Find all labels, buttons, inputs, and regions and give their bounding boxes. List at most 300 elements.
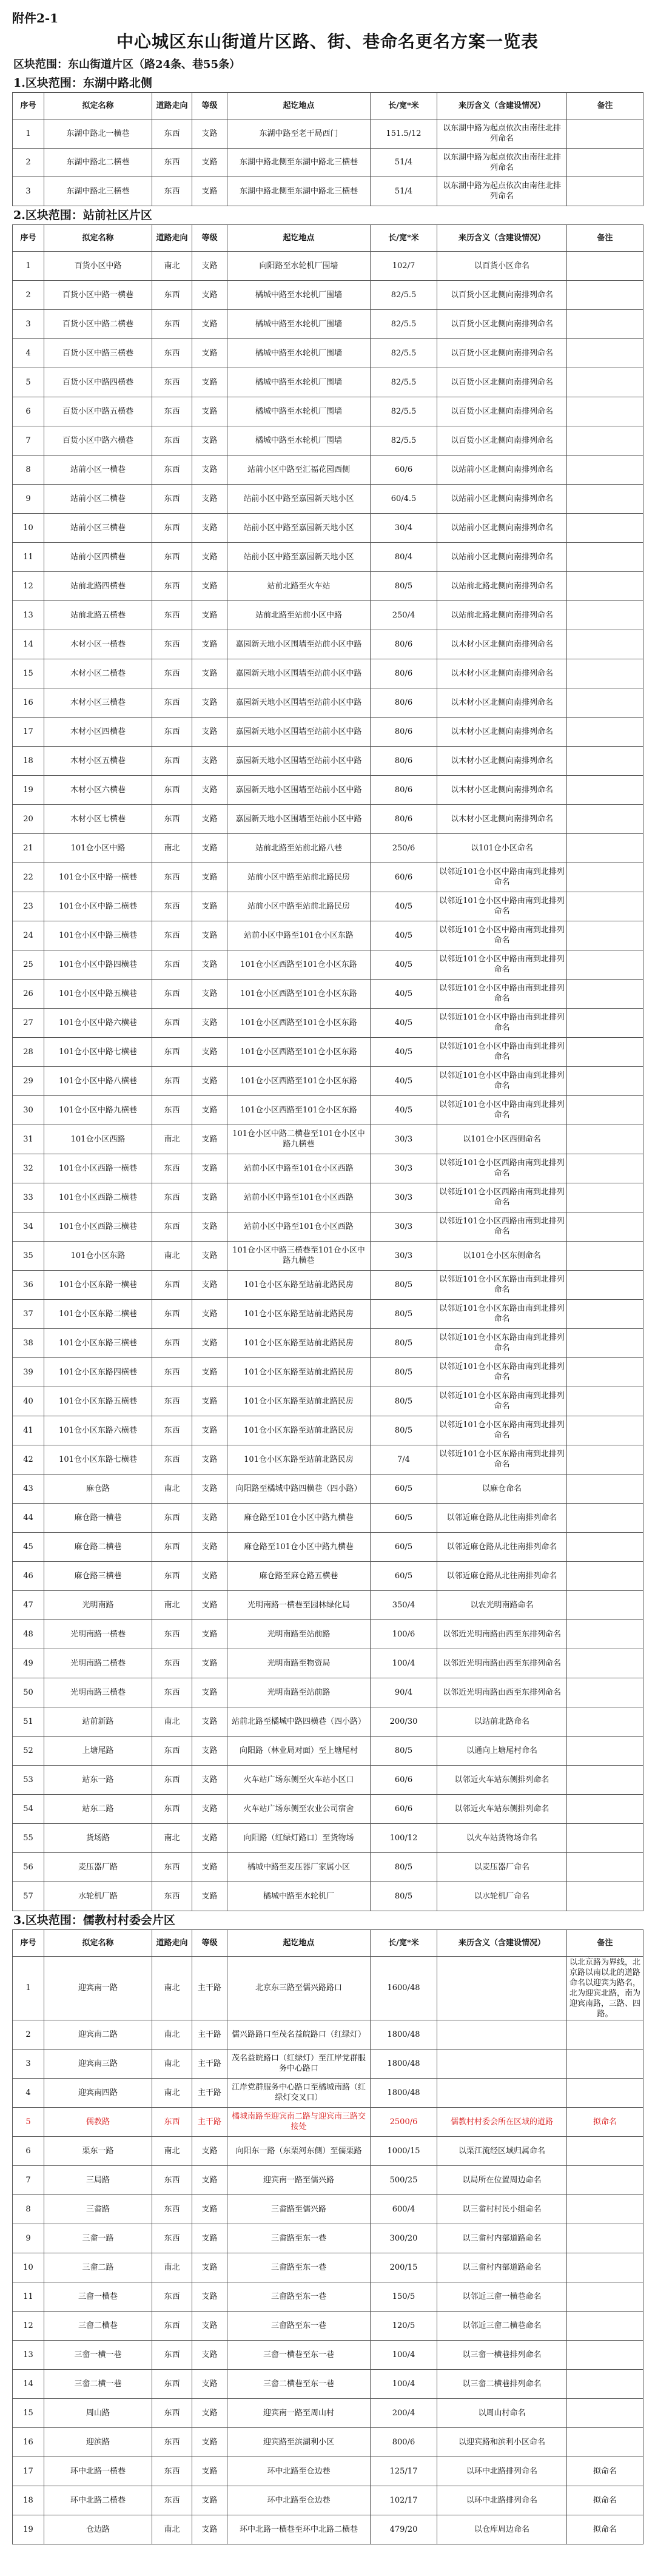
- cell-col-level: 支路: [192, 979, 227, 1008]
- cell-col-remark: [567, 177, 643, 206]
- cell-col-range: 东湖中路至老干局西门: [227, 119, 371, 149]
- table-header-row: [13, 1929, 643, 1956]
- cell-col-direction: 南北: [152, 833, 192, 863]
- table-row: [13, 1387, 643, 1416]
- cell-col-remark: [567, 1736, 643, 1765]
- cell-col-meaning: 以101仓小区命名: [437, 833, 567, 863]
- cell-col-direction: 东西: [152, 1619, 192, 1649]
- cell-col-level: 支路: [192, 2369, 227, 2398]
- cell-col-index: 35: [13, 1241, 44, 1270]
- cell-col-direction: 东西: [152, 950, 192, 979]
- table-row: [13, 1066, 643, 1095]
- cell-col-level: 支路: [192, 571, 227, 600]
- cell-col-range: 光明南路至站前路: [227, 1619, 371, 1649]
- cell-col-range: 麻仓路至麻仓路五横巷: [227, 1561, 371, 1590]
- cell-col-level: 支路: [192, 1357, 227, 1387]
- cell-col-meaning: 以木材小区北侧向南排列命名: [437, 717, 567, 746]
- cell-col-remark: [567, 1183, 643, 1212]
- cell-col-direction: 东西: [152, 630, 192, 659]
- cell-col-meaning: 以百货小区北侧向南排列命名: [437, 280, 567, 309]
- cell-col-size: 1800/48: [371, 2078, 437, 2107]
- table-row: [13, 1678, 643, 1707]
- cell-col-meaning: 以木材小区北侧向南排列命名: [437, 746, 567, 775]
- table-row: [13, 455, 643, 484]
- cell-col-level: 支路: [192, 1503, 227, 1532]
- cell-col-size: 82/5.5: [371, 397, 437, 426]
- cell-col-remark: 拟命名: [567, 2486, 643, 2515]
- cell-col-meaning: 以邻近101仓小区东路由南到北排列命名: [437, 1299, 567, 1328]
- cell-col-level: 主干路: [192, 2020, 227, 2049]
- cell-col-range: 站前小区中路至汇福花园西侧: [227, 455, 371, 484]
- table-row: [13, 484, 643, 513]
- cell-col-level: 支路: [192, 251, 227, 280]
- cell-col-size: 60/6: [371, 863, 437, 892]
- section-heading-2: 2.区块范围：站前社区片区: [13, 208, 152, 222]
- cell-col-level: 主干路: [192, 2107, 227, 2136]
- cell-col-level: 支路: [192, 1299, 227, 1328]
- cell-col-name: 麻仓路二横巷: [44, 1532, 152, 1561]
- cell-col-range: 101仓小区东路至站前北路民房: [227, 1357, 371, 1387]
- cell-col-remark: [567, 2020, 643, 2049]
- cell-col-range: 嘉园新天地小区围墙至站前小区中路: [227, 775, 371, 804]
- table-row: [13, 368, 643, 397]
- cell-col-size: 80/6: [371, 746, 437, 775]
- cell-col-meaning: 以邻近101仓小区中路由南到北排列命名: [437, 1008, 567, 1037]
- cell-col-index: 2: [13, 2020, 44, 2049]
- header-col-direction: 道路走向: [152, 1929, 192, 1956]
- table-row: [13, 2282, 643, 2311]
- cell-col-name: 迎宾南四路: [44, 2078, 152, 2107]
- cell-col-direction: 东西: [152, 1765, 192, 1794]
- table-row: [13, 2020, 643, 2049]
- cell-col-level: 支路: [192, 1008, 227, 1037]
- cell-col-size: 151.5/12: [371, 119, 437, 149]
- cell-col-level: 支路: [192, 2427, 227, 2457]
- table-row: [13, 426, 643, 455]
- table-row: [13, 2194, 643, 2224]
- cell-col-name: 101仓小区中路六横巷: [44, 1008, 152, 1037]
- cell-col-meaning: 以邻近101仓小区中路由南到北排列命名: [437, 1037, 567, 1066]
- cell-col-index: 44: [13, 1503, 44, 1532]
- cell-col-range: 橘城南路至迎宾南二路与迎宾南三路交接处: [227, 2107, 371, 2136]
- cell-col-remark: [567, 542, 643, 571]
- cell-col-name: 101仓小区中路三横巷: [44, 921, 152, 950]
- cell-col-level: 支路: [192, 2515, 227, 2544]
- table-row: [13, 2311, 643, 2340]
- cell-col-remark: [567, 1445, 643, 1474]
- cell-col-name: 101仓小区东路五横巷: [44, 1387, 152, 1416]
- cell-col-size: 80/6: [371, 717, 437, 746]
- cell-col-index: 2: [13, 148, 44, 177]
- table-row: [13, 2049, 643, 2078]
- cell-col-meaning: 以木材小区北侧向南排列命名: [437, 630, 567, 659]
- table-row: [13, 2398, 643, 2427]
- cell-col-range: 站前北路至火车站: [227, 571, 371, 600]
- cell-col-remark: [567, 717, 643, 746]
- cell-col-meaning: 以三畲二横巷排列命名: [437, 2369, 567, 2398]
- cell-col-name: 东湖中路北三横巷: [44, 177, 152, 206]
- cell-col-name: 儒教路: [44, 2107, 152, 2136]
- cell-col-meaning: 以通向上塘尾村命名: [437, 1736, 567, 1765]
- cell-col-level: 支路: [192, 1736, 227, 1765]
- header-col-direction: 道路走向: [152, 224, 192, 251]
- cell-col-size: 80/5: [371, 1387, 437, 1416]
- cell-col-meaning: 以邻近101仓小区东路由南到北排列命名: [437, 1357, 567, 1387]
- cell-col-index: 43: [13, 1474, 44, 1503]
- cell-col-name: 101仓小区中路一横巷: [44, 863, 152, 892]
- cell-col-name: 站前小区一横巷: [44, 455, 152, 484]
- cell-col-meaning: [437, 2020, 567, 2049]
- cell-col-remark: [567, 2049, 643, 2078]
- cell-col-direction: 东西: [152, 484, 192, 513]
- cell-col-range: 向阳东一路（东栗河东侧）至儒栗路: [227, 2136, 371, 2165]
- cell-col-range: 101仓小区中路二横巷至101仓小区中路九横巷: [227, 1125, 371, 1154]
- header-col-level: 等级: [192, 93, 227, 119]
- cell-col-size: 60/6: [371, 1765, 437, 1794]
- cell-col-direction: 东西: [152, 1794, 192, 1823]
- table-header-row: [13, 224, 643, 251]
- cell-col-range: 三畲路至儒兴路: [227, 2194, 371, 2224]
- header-col-range: 起讫地点: [227, 93, 371, 119]
- cell-col-size: 60/4.5: [371, 484, 437, 513]
- cell-col-size: 100/6: [371, 1619, 437, 1649]
- cell-col-name: 101仓小区中路七横巷: [44, 1037, 152, 1066]
- cell-col-size: 82/5.5: [371, 426, 437, 455]
- cell-col-size: 60/6: [371, 455, 437, 484]
- table-row: [13, 1882, 643, 1911]
- cell-col-remark: [567, 1561, 643, 1590]
- cell-col-remark: 拟命名: [567, 2515, 643, 2544]
- section-table-1: [12, 92, 643, 206]
- table-row: [13, 119, 643, 149]
- cell-col-size: 350/4: [371, 1590, 437, 1619]
- cell-col-direction: 东西: [152, 1095, 192, 1125]
- cell-col-direction: 南北: [152, 2253, 192, 2282]
- cell-col-direction: 南北: [152, 2136, 192, 2165]
- cell-col-range: 迎宾南一路至周山村: [227, 2398, 371, 2427]
- cell-col-range: 101仓小区东路至站前北路民房: [227, 1445, 371, 1474]
- cell-col-range: 光明南路一横巷至园林绿化局: [227, 1590, 371, 1619]
- cell-col-level: 支路: [192, 746, 227, 775]
- cell-col-meaning: 以邻近麻仓路从北往南排列命名: [437, 1503, 567, 1532]
- cell-col-level: 支路: [192, 630, 227, 659]
- cell-col-meaning: 以邻近光明南路由西至东排列命名: [437, 1649, 567, 1678]
- table-row: [13, 775, 643, 804]
- cell-col-direction: 东西: [152, 1212, 192, 1241]
- table-row: [13, 1008, 643, 1037]
- cell-col-direction: 南北: [152, 2020, 192, 2049]
- cell-col-meaning: 以邻近101仓小区中路由南到北排列命名: [437, 921, 567, 950]
- cell-col-remark: [567, 921, 643, 950]
- cell-col-level: 支路: [192, 484, 227, 513]
- table-row: [13, 892, 643, 921]
- cell-col-remark: [567, 600, 643, 630]
- cell-col-level: 支路: [192, 148, 227, 177]
- cell-col-level: 支路: [192, 1707, 227, 1736]
- cell-col-range: 站前小区中路至101仓小区西路: [227, 1212, 371, 1241]
- section-heading-3: 3.区块范围：儒教村村委会片区: [13, 1913, 175, 1927]
- cell-col-direction: 东西: [152, 1532, 192, 1561]
- cell-col-size: 80/5: [371, 1270, 437, 1299]
- cell-col-level: 支路: [192, 1387, 227, 1416]
- cell-col-size: 80/5: [371, 1357, 437, 1387]
- cell-col-level: 支路: [192, 338, 227, 368]
- cell-col-name: 麻仓路三横巷: [44, 1561, 152, 1590]
- cell-col-size: 30/3: [371, 1241, 437, 1270]
- cell-col-direction: 南北: [152, 2515, 192, 2544]
- cell-col-remark: [567, 1270, 643, 1299]
- cell-col-size: 80/4: [371, 542, 437, 571]
- header-col-name: 拟定名称: [44, 224, 152, 251]
- cell-col-size: 80/6: [371, 775, 437, 804]
- cell-col-size: 60/5: [371, 1503, 437, 1532]
- cell-col-index: 31: [13, 1125, 44, 1154]
- cell-col-direction: 东西: [152, 2398, 192, 2427]
- cell-col-size: 40/5: [371, 1008, 437, 1037]
- cell-col-remark: [567, 979, 643, 1008]
- cell-col-direction: 东西: [152, 542, 192, 571]
- table-row: [13, 1416, 643, 1445]
- cell-col-direction: 东西: [152, 2165, 192, 2194]
- cell-col-index: 19: [13, 2515, 44, 2544]
- cell-col-level: 支路: [192, 1678, 227, 1707]
- cell-col-range: 光明南路至站前路: [227, 1678, 371, 1707]
- cell-col-range: 站前小区中路至101仓小区西路: [227, 1154, 371, 1183]
- cell-col-level: 支路: [192, 804, 227, 833]
- cell-col-level: 支路: [192, 1619, 227, 1649]
- table-row: [13, 280, 643, 309]
- cell-col-range: 迎宾南一路至儒兴路: [227, 2165, 371, 2194]
- cell-col-index: 54: [13, 1794, 44, 1823]
- cell-col-size: 80/5: [371, 1328, 437, 1357]
- cell-col-level: 支路: [192, 455, 227, 484]
- cell-col-meaning: [437, 2078, 567, 2107]
- cell-col-meaning: 以站前小区北侧向南排列命名: [437, 513, 567, 542]
- cell-col-meaning: 以站前北路北侧向南排列命名: [437, 571, 567, 600]
- cell-col-level: 支路: [192, 1532, 227, 1561]
- table-row: [13, 2340, 643, 2369]
- cell-col-remark: [567, 309, 643, 338]
- cell-col-index: 53: [13, 1765, 44, 1794]
- cell-col-meaning: 以栗江流经区域归属命名: [437, 2136, 567, 2165]
- cell-col-direction: 东西: [152, 1066, 192, 1095]
- cell-col-level: 支路: [192, 2282, 227, 2311]
- cell-col-level: 支路: [192, 659, 227, 688]
- cell-col-size: 100/4: [371, 2340, 437, 2369]
- table-row: [13, 1328, 643, 1357]
- cell-col-name: 101仓小区中路: [44, 833, 152, 863]
- cell-col-meaning: 以邻近101仓小区中路由南到北排列命名: [437, 863, 567, 892]
- cell-col-index: 21: [13, 833, 44, 863]
- cell-col-direction: 东西: [152, 2369, 192, 2398]
- cell-col-meaning: 以站前小区北侧向南排列命名: [437, 455, 567, 484]
- cell-col-remark: [567, 2398, 643, 2427]
- header-col-index: 序号: [13, 224, 44, 251]
- cell-col-remark: [567, 1299, 643, 1328]
- cell-col-meaning: 以邻近101仓小区西路由南到北排列命名: [437, 1183, 567, 1212]
- cell-col-index: 32: [13, 1154, 44, 1183]
- cell-col-meaning: 以站前小区北侧向南排列命名: [437, 484, 567, 513]
- cell-col-level: 支路: [192, 1445, 227, 1474]
- cell-col-level: 支路: [192, 2311, 227, 2340]
- cell-col-meaning: 以邻近麻仓路从北往南排列命名: [437, 1561, 567, 1590]
- cell-col-size: 30/3: [371, 1183, 437, 1212]
- cell-col-index: 8: [13, 455, 44, 484]
- cell-col-index: 11: [13, 2282, 44, 2311]
- table-row: [13, 1823, 643, 1852]
- cell-col-index: 1: [13, 1956, 44, 2020]
- header-col-meaning: 来历含义（含建设情况）: [437, 224, 567, 251]
- district-scope: 区块范围：东山街道片区（路24条、巷55条）: [13, 58, 241, 71]
- cell-col-size: 80/5: [371, 571, 437, 600]
- cell-col-index: 36: [13, 1270, 44, 1299]
- table-row: [13, 804, 643, 833]
- cell-col-level: 支路: [192, 1794, 227, 1823]
- cell-col-level: 支路: [192, 863, 227, 892]
- cell-col-direction: 东西: [152, 280, 192, 309]
- cell-col-range: 站前北路至橘城中路四横巷（四小路）: [227, 1707, 371, 1736]
- table-row: [13, 397, 643, 426]
- cell-col-size: 90/4: [371, 1678, 437, 1707]
- cell-col-name: 仓边路: [44, 2515, 152, 2544]
- cell-col-index: 15: [13, 659, 44, 688]
- cell-col-range: 101仓小区西路至101仓小区东路: [227, 1095, 371, 1125]
- cell-col-remark: [567, 2253, 643, 2282]
- cell-col-range: 橘城中路至水轮机厂: [227, 1882, 371, 1911]
- cell-col-index: 52: [13, 1736, 44, 1765]
- cell-col-meaning: 以邻近101仓小区中路由南到北排列命名: [437, 1066, 567, 1095]
- cell-col-index: 10: [13, 2253, 44, 2282]
- cell-col-direction: 东西: [152, 1678, 192, 1707]
- cell-col-size: 82/5.5: [371, 309, 437, 338]
- cell-col-name: 三畲二横一巷: [44, 2369, 152, 2398]
- cell-col-direction: 南北: [152, 1707, 192, 1736]
- cell-col-name: 站东一路: [44, 1765, 152, 1794]
- cell-col-meaning: 以木材小区北侧向南排列命名: [437, 659, 567, 688]
- cell-col-index: 41: [13, 1416, 44, 1445]
- cell-col-remark: [567, 1794, 643, 1823]
- cell-col-direction: 东西: [152, 2311, 192, 2340]
- cell-col-name: 站前小区二横巷: [44, 484, 152, 513]
- cell-col-meaning: 以邻近光明南路由西至东排列命名: [437, 1678, 567, 1707]
- cell-col-size: 82/5.5: [371, 280, 437, 309]
- cell-col-level: 支路: [192, 2194, 227, 2224]
- cell-col-remark: [567, 426, 643, 455]
- cell-col-name: 光明南路: [44, 1590, 152, 1619]
- cell-col-name: 101仓小区东路六横巷: [44, 1416, 152, 1445]
- cell-col-name: 101仓小区西路三横巷: [44, 1212, 152, 1241]
- cell-col-level: 支路: [192, 1066, 227, 1095]
- cell-col-name: 三畲二横巷: [44, 2311, 152, 2340]
- cell-col-direction: 东西: [152, 397, 192, 426]
- cell-col-name: 迎宾南一路: [44, 1956, 152, 2020]
- cell-col-range: 向阳路（红绿灯路口）至货物场: [227, 1823, 371, 1852]
- cell-col-remark: [567, 1241, 643, 1270]
- cell-col-direction: 东西: [152, 1736, 192, 1765]
- cell-col-level: 支路: [192, 1154, 227, 1183]
- table-row: [13, 2136, 643, 2165]
- section-table-3: [12, 1929, 643, 2544]
- cell-col-size: 100/4: [371, 2369, 437, 2398]
- cell-col-size: 200/30: [371, 1707, 437, 1736]
- cell-col-meaning: 以木材小区北侧向南排列命名: [437, 688, 567, 717]
- cell-col-index: 16: [13, 688, 44, 717]
- cell-col-level: 支路: [192, 2224, 227, 2253]
- table-row: [13, 1590, 643, 1619]
- cell-col-level: 支路: [192, 1474, 227, 1503]
- cell-col-meaning: 以木材小区北侧向南排列命名: [437, 775, 567, 804]
- cell-col-size: 60/5: [371, 1532, 437, 1561]
- cell-col-direction: 东西: [152, 1416, 192, 1445]
- cell-col-range: 橘城中路至水轮机厂围墙: [227, 368, 371, 397]
- table-row: [13, 688, 643, 717]
- cell-col-level: 支路: [192, 1095, 227, 1125]
- cell-col-level: 支路: [192, 309, 227, 338]
- cell-col-direction: 东西: [152, 600, 192, 630]
- table-row: [13, 251, 643, 280]
- cell-col-name: 三畲一路: [44, 2224, 152, 2253]
- cell-col-index: 17: [13, 717, 44, 746]
- cell-col-meaning: 以邻近三畲二横巷命名: [437, 2311, 567, 2340]
- cell-col-remark: [567, 892, 643, 921]
- cell-col-name: 木材小区六横巷: [44, 775, 152, 804]
- cell-col-range: 101仓小区东路至站前北路民房: [227, 1270, 371, 1299]
- table-row: [13, 1357, 643, 1387]
- cell-col-direction: 东西: [152, 309, 192, 338]
- table-row: [13, 2253, 643, 2282]
- cell-col-name: 101仓小区东路三横巷: [44, 1328, 152, 1357]
- cell-col-index: 18: [13, 2486, 44, 2515]
- cell-col-meaning: 以邻近光明南路由西至东排列命名: [437, 1619, 567, 1649]
- cell-col-name: 站东二路: [44, 1794, 152, 1823]
- cell-col-meaning: 以三畲村内部道路命名: [437, 2253, 567, 2282]
- header-col-size: 长/宽*米: [371, 1929, 437, 1956]
- cell-col-remark: [567, 1590, 643, 1619]
- cell-col-remark: [567, 484, 643, 513]
- cell-col-name: 东湖中路北一横巷: [44, 119, 152, 149]
- cell-col-index: 48: [13, 1619, 44, 1649]
- header-col-index: 序号: [13, 1929, 44, 1956]
- cell-col-size: 300/20: [371, 2224, 437, 2253]
- cell-col-direction: 东西: [152, 148, 192, 177]
- cell-col-size: 40/5: [371, 1037, 437, 1066]
- table-row: [13, 2224, 643, 2253]
- cell-col-remark: [567, 833, 643, 863]
- cell-col-index: 28: [13, 1037, 44, 1066]
- cell-col-size: 100/12: [371, 1823, 437, 1852]
- table-row: [13, 950, 643, 979]
- table-row: [13, 1125, 643, 1154]
- cell-col-level: 支路: [192, 1649, 227, 1678]
- cell-col-direction: 东西: [152, 513, 192, 542]
- cell-col-name: 迎宾南二路: [44, 2020, 152, 2049]
- cell-col-meaning: 以周山村命名: [437, 2398, 567, 2427]
- cell-col-direction: 东西: [152, 1183, 192, 1212]
- cell-col-meaning: 以农光明南路命名: [437, 1590, 567, 1619]
- cell-col-meaning: 以邻近火车站东侧排列命名: [437, 1765, 567, 1794]
- cell-col-remark: [567, 1416, 643, 1445]
- cell-col-direction: 东西: [152, 1154, 192, 1183]
- cell-col-range: 嘉园新天地小区围墙至站前小区中路: [227, 688, 371, 717]
- table-row: [13, 1794, 643, 1823]
- cell-col-direction: 东西: [152, 1008, 192, 1037]
- cell-col-index: 1: [13, 251, 44, 280]
- cell-col-name: 周山路: [44, 2398, 152, 2427]
- cell-col-size: 200/4: [371, 2398, 437, 2427]
- cell-col-range: 站前小区中路至站前北路民房: [227, 892, 371, 921]
- cell-col-remark: 拟命名: [567, 2107, 643, 2136]
- cell-col-name: 百货小区中路五横巷: [44, 397, 152, 426]
